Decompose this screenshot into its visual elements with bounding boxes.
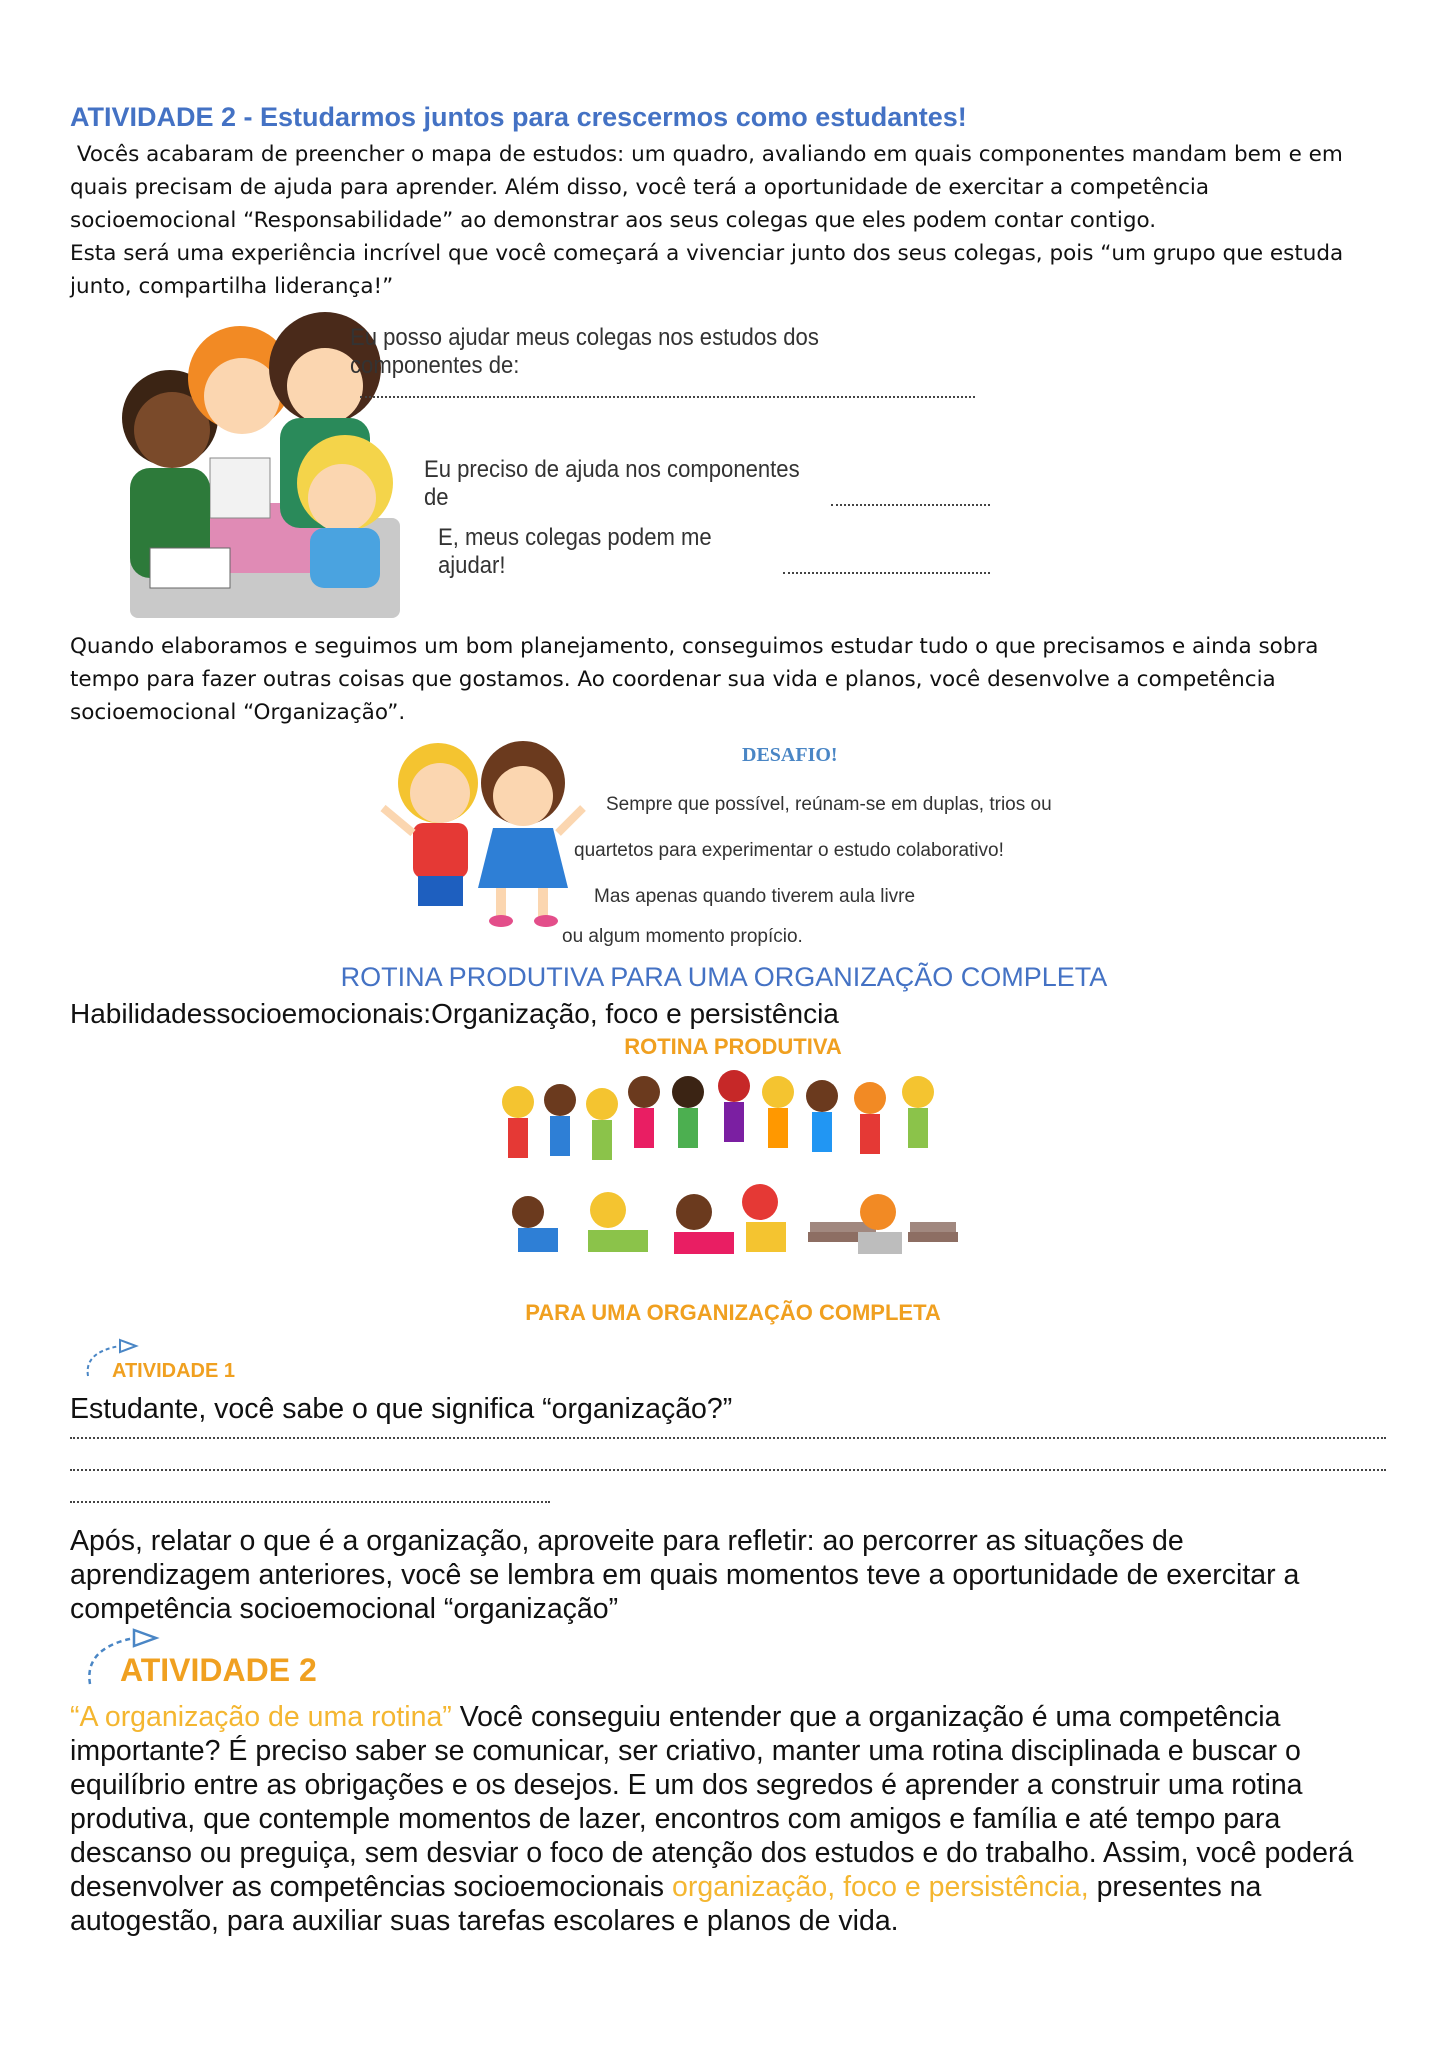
atividade-2-quote: “A organização de uma rotina” (70, 1701, 452, 1733)
help-card-row-3 (438, 524, 990, 580)
help-card (350, 318, 990, 578)
banner-top-text: ROTINA PRODUTIVA (624, 1034, 842, 1059)
atividade-1-label: ATIVIDADE 1 (112, 1360, 235, 1382)
activity-title: ATIVIDADE 2 - Estudarmos juntos para crescermos como estudantes! (70, 102, 967, 132)
intro-paragraph-1: Vocês acabaram de preencher o mapa de estudos: um quadro, avaliando em quais componentes mandam bem e em quais precisam de ajuda para aprender. Além disso, você terá a oportunidade de exercitar a competência socioemocional “Responsabilidade” ao demonstrar aos seus colegas que eles podem contar contigo. (70, 142, 1350, 233)
atividade-2-highlight: organização, foco e persistência, (671, 1871, 1089, 1903)
help-card-fill-line[interactable] (360, 396, 975, 398)
desafio-line-2: quartetos para experimentar o estudo colaborativo! (574, 840, 1004, 861)
organization-paragraph: Quando elaboramos e seguimos um bom planejamento, conseguimos estudar tudo o que precisamos e ainda sobra tempo para fazer outras coisas que gostamos. Ao coordenar sua vida e planos, você desenvolve a competência socioemocional “Organização”. (70, 634, 1319, 725)
desafio-box (550, 738, 1110, 948)
banner-kids-illustration (498, 1062, 968, 1302)
answer-line-3[interactable] (70, 1501, 550, 1503)
help-card-fill-line-2[interactable] (831, 504, 990, 506)
atividade-2-text-a: Você conseguiu entender que a organização é uma competência importante? É preciso saber se comunicar, ser criativo, manter uma rotina disciplinada e buscar o equilíbrio entre as obrigações e os desejos. E um dos segredos é aprender a construir uma rotina produtiva, que contemple momentos de lazer, encontros com amigos e família e até tempo para descanso ou preguiça, sem desviar o foco de atenção dos estudos e do trabalho. Assim, você poderá desenvolver as competências socioemocionais (70, 1701, 1354, 1903)
help-card-line-1: Eu posso ajudar meus colegas nos estudos dos componentes de: (350, 324, 819, 379)
banner-bottom-text: PARA UMA ORGANIZAÇÃO COMPLETA (525, 1300, 941, 1325)
rotina-banner (498, 1034, 968, 1334)
help-card-fill-line-3[interactable] (783, 572, 990, 574)
intro-text (70, 138, 1370, 303)
atividade-2-header (80, 1626, 380, 1692)
atividade-2-text-b: presentes na autogestão, para auxiliar suas tarefas escolares e planos de vida. (70, 1871, 1262, 1937)
desafio-line-4: ou algum momento propício. (562, 926, 803, 947)
skills-line: Habilidadessocioemocionais:Organização, foco e persistência (70, 998, 839, 1029)
atividade-2-paragraph (70, 1700, 1380, 1938)
answer-line-1[interactable] (70, 1437, 1386, 1439)
atividade-1-reflection: Após, relatar o que é a organização, aproveite para refletir: ao percorrer as situações de aprendizagem anteriores, você se lembra em quais momentos teve a oportunidade de exercitar a competência socioemocional “organização” (70, 1525, 1300, 1625)
desafio-title: DESAFIO! (742, 744, 838, 766)
help-card-line-3: E, meus colegas podem me ajudar! (438, 524, 712, 579)
desafio-line-1: Sempre que possível, reúnam-se em duplas, trios ou (606, 794, 1052, 815)
atividade-1-header (80, 1338, 320, 1382)
rotina-heading: ROTINA PRODUTIVA PARA UMA ORGANIZAÇÃO COMPLETA (340, 962, 1108, 992)
answer-line-2[interactable] (70, 1469, 1386, 1471)
help-card-row-2 (424, 456, 990, 512)
help-card-line-2: Eu preciso de ajuda nos componentes de (424, 456, 800, 511)
atividade-1-question: Estudante, você sabe o que significa “organização?” (70, 1393, 733, 1425)
intro-paragraph-2: Esta será uma experiência incrível que você começará a vivenciar junto dos seus colegas, pois “um grupo que estuda junto, compartilha liderança!” (70, 241, 1344, 299)
atividade-2-label: ATIVIDADE 2 (120, 1652, 317, 1688)
desafio-line-3: Mas apenas quando tiverem aula livre (594, 886, 916, 907)
